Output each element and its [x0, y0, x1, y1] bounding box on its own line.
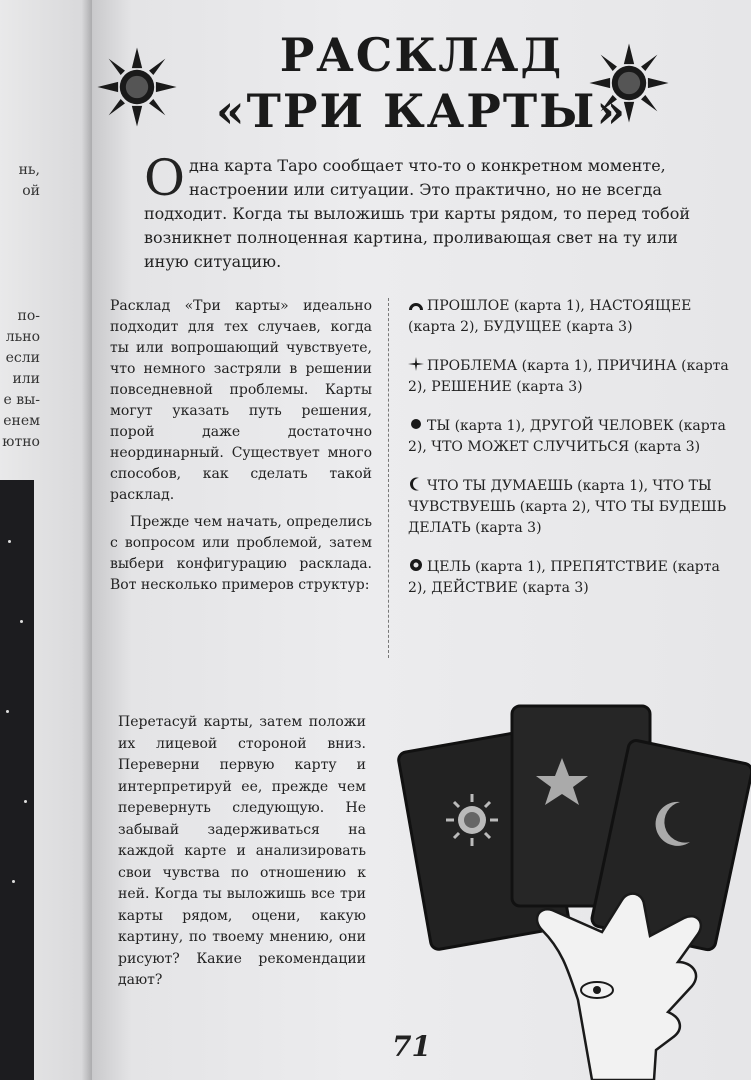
- examples-list: [408, 296, 738, 617]
- hand: [537, 894, 701, 1080]
- example-item: ПРОБЛЕМА (карта 1), ПРИЧИНА (карта 2), РЕШЕНИЕ (карта 3): [408, 358, 729, 395]
- left-column-paragraph-2: Прежде чем начать, определись с вопросом или проблемой, затем выбери конфигурацию расклада. Вот несколько примеров структур:: [110, 514, 372, 593]
- crescent-moon-icon: [408, 477, 424, 491]
- example-item: ПРОШЛОЕ (карта 1), НАСТОЯЩЕЕ (карта 2), БУДУЩЕЕ (карта 3): [408, 298, 692, 335]
- prev-page-text-mid: по- льно если или е вы- енем ютно: [2, 308, 40, 450]
- example-item: ЦЕЛЬ (карта 1), ПРЕПЯТСТВИЕ (карта 2), ДЕЙСТВИЕ (карта 3): [408, 559, 720, 596]
- prev-page-text-top: нь, ой: [18, 162, 40, 199]
- example-item: ЧТО ТЫ ДУМАЕШЬ (карта 1), ЧТО ТЫ ЧУВСТВУЕШЬ (карта 2), ЧТО ТЫ БУДЕШЬ ДЕЛАТЬ (карта 3): [408, 478, 727, 536]
- left-column: [110, 296, 372, 596]
- crescent-arc-icon: [408, 297, 424, 311]
- drop-cap: О: [144, 149, 185, 207]
- prev-page-illustration: [0, 480, 34, 1080]
- example-item: ТЫ (карта 1), ДРУГОЙ ЧЕЛОВЕК (карта 2), ЧТО МОЖЕТ СЛУЧИТЬСЯ (карта 3): [408, 418, 726, 455]
- page-number: 71: [392, 1030, 431, 1063]
- intro-paragraph: [144, 149, 714, 274]
- intro-text: дна карта Таро сообщает что-то о конкретном моменте, настроении или ситуации. Это практично, но не всегда подходит. Когда ты выложишь три карты рядом, то перед тобой возникнет полноценная картина, проливающая свет на ту или иную ситуацию.: [144, 156, 690, 271]
- dot-icon: [408, 417, 424, 431]
- page-title-line-2: «ТРИ КАРТЫ»: [215, 84, 628, 138]
- previous-page: [0, 0, 96, 1080]
- left-column-paragraph-1: Расклад «Три карты» идеально подходит для тех случаев, когда ты или вопрошающий чувствуете, что немного застряли в решении повседневной проблемы. Карты могут указать путь решения, порой даже достаточно неординарный. Существует много способов, как сделать такой расклад.: [110, 298, 372, 503]
- page: [92, 0, 751, 1080]
- gear-sun-icon: [408, 558, 424, 572]
- column-divider: [388, 298, 390, 658]
- sparkle-star-icon: [408, 357, 424, 371]
- instructions-paragraph: Перетасуй карты, затем положи их лицевой стороной вниз. Переверни первую карту и интерпретируй ее, прежде чем перевернуть следующую. Не забывай задерживаться на каждой карте и анализировать свои чувства по отношению к ней. Когда ты выложишь все три карты рядом, оцени, какую картину, по твоему мнению, они рисуют? Какие рекомендации дают?: [118, 714, 366, 988]
- page-title-line-1: РАСКЛАД: [279, 28, 564, 82]
- tarot-cards-hand-illustration: [392, 700, 751, 1080]
